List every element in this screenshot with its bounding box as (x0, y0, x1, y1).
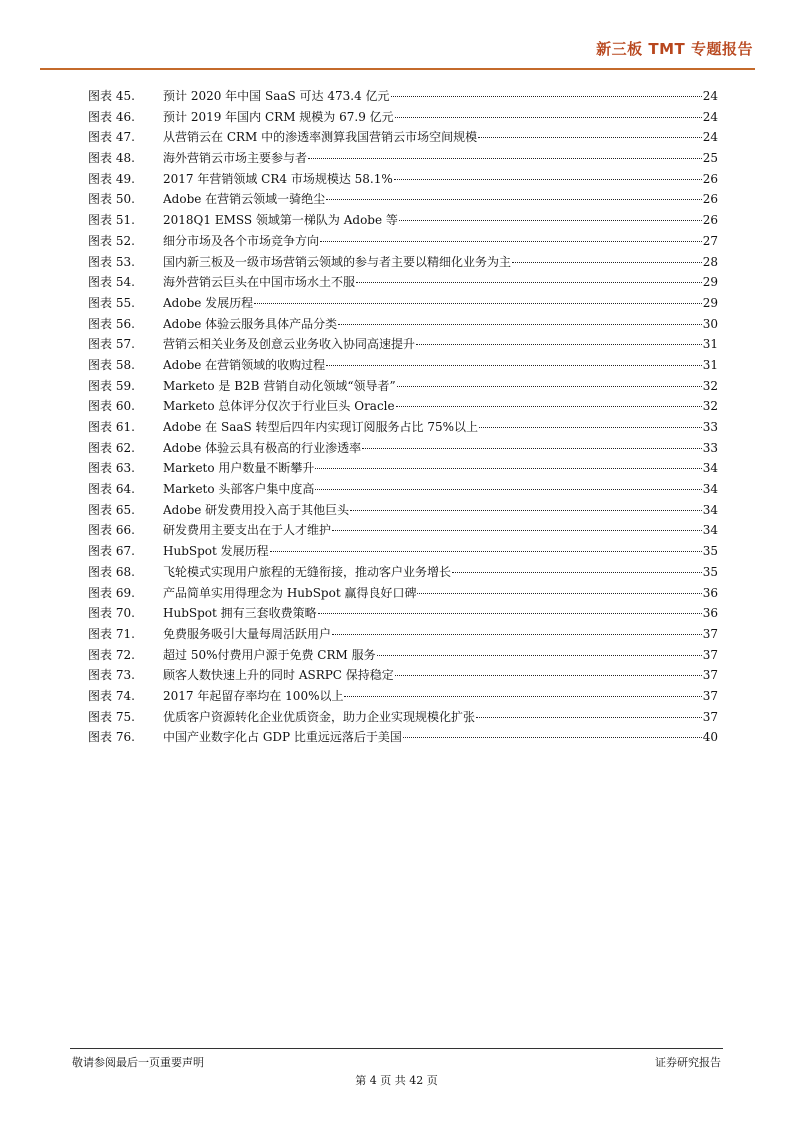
toc-entry-title[interactable]: 细分市场及各个市场竞争方向 (163, 233, 320, 248)
toc-entry-page[interactable]: 24 (702, 89, 718, 103)
toc-entry-title[interactable]: Adobe 在 SaaS 转型后四年内实现订阅服务占比 75%以上 (163, 420, 479, 434)
header-divider (40, 68, 755, 70)
toc-entry-title[interactable]: Adobe 发展历程 (163, 295, 254, 310)
toc-entry-page[interactable]: 26 (702, 171, 718, 186)
toc-entry[interactable] (88, 355, 718, 376)
report-series-title: 新三板 TMT 专题报告 (596, 40, 753, 58)
toc-dot-leader (338, 323, 702, 325)
toc-dot-leader (254, 302, 702, 304)
toc-entry[interactable] (88, 293, 718, 314)
toc-entry-number: 图表 48. (88, 151, 135, 166)
toc-entry[interactable] (88, 645, 718, 666)
toc-entry-page[interactable]: 30 (702, 316, 718, 331)
toc-entry-number: 图表 72. (88, 647, 135, 662)
toc-entry-title[interactable]: HubSpot 发展历程 (163, 544, 269, 559)
toc-entry[interactable] (88, 376, 718, 397)
toc-entry-title[interactable]: Adobe 在营销云领域一骑绝尘 (163, 192, 326, 207)
toc-entry[interactable] (88, 541, 718, 562)
toc-entry[interactable] (88, 665, 718, 686)
toc-entry-number: 图表 76. (88, 730, 135, 745)
toc-entry-title[interactable]: 从营销云在 CRM 中的渗透率测算我国营销云市场空间规模 (163, 130, 478, 145)
toc-dot-leader (512, 261, 702, 263)
toc-entry-number: 图表 60. (88, 399, 135, 414)
toc-dot-leader (476, 716, 702, 718)
toc-entry[interactable] (88, 252, 718, 273)
toc-entry[interactable] (88, 314, 718, 335)
toc-dot-leader (394, 178, 702, 180)
toc-entry-title[interactable]: HubSpot 拥有三套收费策略 (163, 606, 317, 621)
toc-entry[interactable] (88, 479, 718, 500)
toc-dot-leader (308, 157, 702, 159)
toc-entry-title[interactable]: 优质客户资源转化企业优质资金，助力企业实现规模化扩张 (163, 709, 476, 724)
toc-entry-number: 图表 73. (88, 668, 135, 683)
toc-dot-leader (403, 736, 702, 738)
toc-dot-leader (397, 385, 702, 387)
toc-entry-number: 图表 51. (88, 213, 135, 228)
toc-entry-page[interactable]: 33 (702, 440, 718, 455)
toc-entry-page[interactable]: 29 (702, 295, 718, 310)
toc-dot-leader (417, 592, 701, 594)
toc-entry-page[interactable]: 31 (702, 357, 718, 372)
toc-entry-title[interactable]: 2018Q1 EMSS 领域第一梯队为 Adobe 等 (163, 213, 398, 228)
toc-dot-leader (377, 654, 702, 656)
toc-entry-title[interactable]: Adobe 在营销领域的收购过程 (163, 357, 326, 372)
toc-entry-title[interactable]: 免费服务吸引大量每周活跃用户 (163, 626, 332, 641)
toc-dot-leader (344, 695, 701, 697)
toc-entry-page[interactable]: 25 (702, 151, 718, 166)
toc-dot-leader (332, 529, 702, 531)
toc-entry-number: 图表 71. (88, 626, 135, 641)
toc-entry-page[interactable]: 34 (702, 523, 718, 538)
toc-entry[interactable] (88, 210, 718, 231)
toc-entry-number: 图表 63. (88, 461, 135, 476)
toc-entry-title[interactable]: 研发费用主要支出在于人才维护 (163, 523, 332, 538)
toc-entry-title[interactable]: 2017 年起留存率均在 100%以上 (163, 688, 344, 703)
report-type-label: 证券研究报告 (655, 1056, 721, 1069)
toc-entry-page[interactable]: 24 (702, 130, 718, 145)
toc-entry-title[interactable]: 营销云相关业务及创意云业务收入协同高速提升 (163, 337, 416, 352)
toc-entry[interactable] (88, 107, 718, 128)
toc-entry-page[interactable]: 31 (702, 337, 718, 352)
toc-entry-title[interactable]: Adobe 研发费用投入高于其他巨头 (163, 502, 350, 517)
toc-dot-leader (270, 550, 702, 552)
toc-entry-page[interactable]: 37 (702, 709, 718, 724)
toc-dot-leader (326, 364, 702, 366)
toc-entry[interactable] (88, 438, 718, 459)
toc-dot-leader (326, 198, 702, 200)
toc-entry[interactable] (88, 148, 718, 169)
toc-entry[interactable] (88, 727, 718, 748)
toc-entry-page[interactable]: 27 (702, 233, 718, 248)
toc-entry-number: 图表 58. (88, 357, 135, 372)
toc-entry-page[interactable]: 35 (702, 564, 718, 579)
toc-entry-page[interactable]: 29 (702, 275, 718, 290)
toc-entry-page[interactable]: 40 (702, 730, 718, 745)
toc-entry-page[interactable]: 37 (702, 647, 718, 662)
toc-entry-number: 图表 56. (88, 316, 135, 331)
toc-entry[interactable] (88, 583, 718, 604)
footer-divider (70, 1048, 723, 1049)
toc-entry[interactable] (88, 169, 718, 190)
toc-entry-number: 图表 47. (88, 130, 135, 145)
toc-dot-leader (315, 467, 701, 469)
toc-entry-page[interactable]: 36 (702, 585, 718, 600)
toc-entry-title[interactable]: 顾客人数快速上升的同时 ASRPC 保持稳定 (163, 668, 394, 683)
toc-entry-title[interactable]: Adobe 体验云服务具体产品分类 (163, 316, 338, 331)
toc-entry[interactable] (88, 707, 718, 728)
toc-entry-number: 图表 64. (88, 482, 135, 497)
page-indicator: 第 4 页 共 42 页 (355, 1074, 438, 1087)
toc-entry-title[interactable]: 2017 年营销领域 CR4 市场规模达 58.1% (163, 171, 393, 186)
toc-dot-leader (416, 343, 702, 345)
toc-entry-number: 图表 49. (88, 171, 135, 186)
toc-entry-page[interactable]: 34 (702, 502, 718, 517)
toc-entry-page[interactable]: 32 (702, 378, 718, 393)
toc-entry-title[interactable]: Adobe 体验云具有极高的行业渗透率 (163, 440, 362, 455)
toc-entry-number: 图表 50. (88, 192, 135, 207)
toc-entry-title[interactable]: 产品简单实用得理念为 HubSpot 赢得良好口碑 (163, 585, 417, 600)
toc-entry-number: 图表 61. (88, 420, 135, 434)
toc-entry-page[interactable]: 35 (702, 544, 718, 559)
toc-entry-number: 图表 46. (88, 109, 135, 124)
toc-entry-page[interactable]: 37 (702, 626, 718, 641)
toc-entry-number: 图表 67. (88, 544, 135, 559)
toc-entry-page[interactable]: 26 (702, 192, 718, 207)
toc-entry-title[interactable]: Marketo 头部客户集中度高 (163, 482, 315, 497)
toc-entry[interactable] (88, 127, 718, 148)
toc-entry[interactable] (88, 334, 718, 355)
toc-entry-title[interactable]: 飞轮模式实现用户旅程的无缝衔接，推动客户业务增长 (163, 564, 452, 579)
toc-entry-page[interactable]: 26 (702, 213, 718, 228)
toc-entry-number: 图表 66. (88, 523, 135, 538)
toc-entry[interactable] (88, 562, 718, 583)
toc-dot-leader (318, 612, 702, 614)
toc-dot-leader (356, 281, 702, 283)
toc-entry-title[interactable]: 国内新三板及一级市场营销云领域的参与者主要以精细化业务为主 (163, 254, 512, 269)
toc-entry[interactable] (88, 272, 718, 293)
toc-entry-page[interactable]: 33 (702, 420, 718, 434)
toc-entry[interactable] (88, 624, 718, 645)
toc-entry-number: 图表 69. (88, 585, 135, 600)
toc-entry-number: 图表 68. (88, 564, 135, 579)
toc-entry-number: 图表 74. (88, 688, 135, 703)
toc-dot-leader (320, 240, 702, 242)
toc-entry-number: 图表 54. (88, 275, 135, 290)
toc-entry-number: 图表 75. (88, 709, 135, 724)
toc-dot-leader (332, 633, 702, 635)
toc-entry[interactable] (88, 189, 718, 210)
toc-entry-title[interactable]: 海外营销云市场主要参与者 (163, 151, 308, 166)
toc-entry-number: 图表 65. (88, 502, 135, 517)
toc-entry-title[interactable]: 超过 50%付费用户源于免费 CRM 服务 (163, 647, 376, 662)
toc-entry-number: 图表 62. (88, 440, 135, 455)
toc-dot-leader (478, 136, 702, 138)
toc-entry[interactable] (88, 396, 718, 417)
toc-entry-page[interactable]: 34 (702, 461, 718, 476)
toc-dot-leader (391, 95, 702, 97)
toc-entry-page[interactable]: 34 (702, 482, 718, 497)
toc-entry-page[interactable]: 36 (702, 606, 718, 621)
toc-entry[interactable] (88, 686, 718, 707)
toc-entry-page[interactable]: 32 (702, 399, 718, 414)
toc-dot-leader (479, 426, 702, 428)
toc-entry[interactable] (88, 603, 718, 624)
toc-dot-leader (350, 509, 702, 511)
toc-entry-title[interactable]: Marketo 用户数量不断攀升 (163, 461, 315, 476)
toc-entry-number: 图表 53. (88, 254, 135, 269)
toc-dot-leader (395, 674, 702, 676)
toc-entry[interactable] (88, 417, 718, 438)
toc-entry[interactable] (88, 500, 718, 521)
disclaimer-notice: 敬请参阅最后一页重要声明 (72, 1056, 204, 1069)
toc-entry-page[interactable]: 37 (702, 668, 718, 683)
toc-dot-leader (315, 488, 701, 490)
toc-entry-page[interactable]: 37 (702, 688, 718, 703)
toc-dot-leader (395, 116, 702, 118)
toc-dot-leader (399, 219, 702, 221)
toc-entry-title[interactable]: Marketo 是 B2B 营销自动化领域“领导者” (163, 378, 396, 393)
toc-entry-number: 图表 52. (88, 233, 135, 248)
toc-entry-number: 图表 55. (88, 295, 135, 310)
toc-entry-title[interactable]: 预计 2019 年国内 CRM 规模为 67.9 亿元 (163, 109, 394, 124)
toc-entry-number: 图表 57. (88, 337, 135, 352)
toc-entry-title[interactable]: 预计 2020 年中国 SaaS 可达 473.4 亿元 (163, 89, 390, 103)
figure-index (88, 86, 718, 748)
toc-entry[interactable] (88, 458, 718, 479)
toc-entry-page[interactable]: 24 (702, 109, 718, 124)
toc-entry[interactable] (88, 520, 718, 541)
toc-entry-title[interactable]: 中国产业数字化占 GDP 比重远远落后于美国 (163, 730, 402, 745)
toc-dot-leader (452, 571, 702, 573)
toc-entry[interactable] (88, 86, 718, 107)
toc-dot-leader (396, 405, 702, 407)
toc-entry-page[interactable]: 28 (702, 254, 718, 269)
toc-entry-title[interactable]: 海外营销云巨头在中国市场水土不服 (163, 275, 356, 290)
toc-entry-number: 图表 45. (88, 89, 135, 103)
toc-entry-number: 图表 70. (88, 606, 135, 621)
toc-entry-title[interactable]: Marketo 总体评分仅次于行业巨头 Oracle (163, 399, 395, 414)
toc-dot-leader (362, 447, 702, 449)
toc-entry-number: 图表 59. (88, 378, 135, 393)
toc-entry[interactable] (88, 231, 718, 252)
